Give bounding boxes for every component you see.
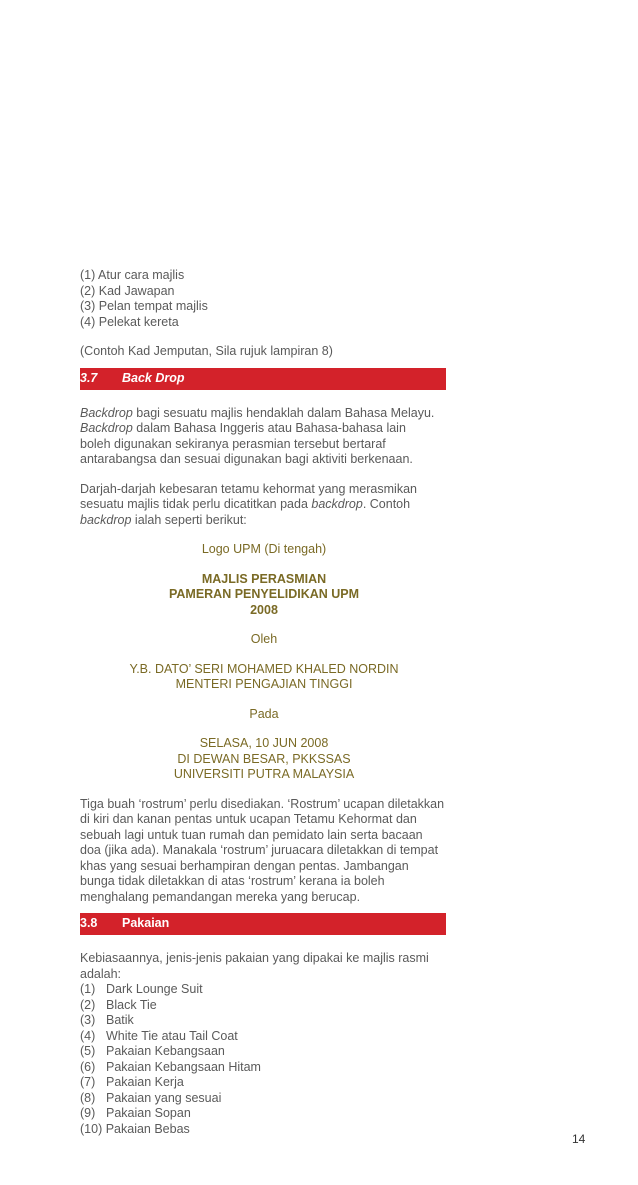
section-number: 3.8 [80,916,98,931]
backdrop-paragraph-2 [80,482,448,529]
list-item: (4) White Tie atau Tail Coat [80,1028,238,1043]
list-item: (1) Atur cara majlis [80,268,185,282]
paragraph-line: adalah: [80,966,122,981]
list-item: (1) Dark Lounge Suit [80,982,203,996]
paragraph-line: backdrop ialah seperti berikut: [80,512,247,527]
attire-intro [80,951,448,982]
paragraph-line: khas yang sesuai berhampiran dengan pentas. Jambangan [80,858,409,873]
section-number: 3.7 [80,370,98,385]
section-title: Back Drop [122,370,185,385]
attire-list [80,982,448,1137]
backdrop-on: Pada [249,706,279,721]
paragraph-line: Tiga buah ‘rostrum’ perlu disediakan. ‘Rostrum’ ucapan diletakkan [80,796,445,811]
paragraph-line: bunga tidak diletakkan di atas ‘rostrum’ kerana ia boleh [80,874,385,888]
paragraph-line: doa (jika ada). Manakala ‘rostrum’ juruacara diletakkan di tempat [80,843,439,857]
list-item: (9) Pakaian Sopan [80,1106,191,1120]
list-item: (3) Batik [80,1013,134,1027]
paragraph-line: sebuah lagi untuk tuan rumah dan pemidato lain serta bacaan [80,827,423,842]
list-item: (2) Black Tie [80,997,157,1012]
list-item: (8) Pakaian yang sesuai [80,1090,222,1105]
section-header-3-7 [80,368,446,390]
backdrop-paragraph-1 [80,406,448,468]
backdrop-event-title: MAJLIS PERASMIAN PAMERAN PENYELIDIKAN UPM 2008 [168,571,360,617]
section-header-3-8 [80,913,446,935]
paragraph-line: Darjah-darjah kebesaran tetamu kehormat yang merasmikan [80,481,417,496]
list-item: (2) Kad Jawapan [80,283,175,298]
list-item: (6) Pakaian Kebangsaan Hitam [80,1059,261,1074]
paragraph-line: boleh digunakan sekiranya perasmian tersebut bertaraf [80,436,386,451]
list-item: (4) Pelekat kereta [80,314,179,329]
backdrop-officiant: Y.B. DATO’ SERI MOHAMED KHALED NORDIN MENTERI PENGAJIAN TINGGI [129,661,399,691]
paragraph-line: antarabangsa dan sesuai digunakan bagi aktiviti berkenaan. [80,452,413,466]
paragraph-line: menghalang pemandangan mereka yang berucap. [80,889,361,904]
backdrop-date-venue: SELASA, 10 JUN 2008 DI DEWAN BESAR, PKKSSAS UNIVERSITI PUTRA MALAYSIA [173,736,355,781]
paragraph-line: Backdrop dalam Bahasa Inggeris atau Bahasa-bahasa lain [80,421,406,435]
list-item: (7) Pakaian Kerja [80,1075,184,1089]
section-title: Pakaian [122,916,170,931]
page-number: 14 [572,1132,586,1146]
paragraph-line: di kiri dan kanan pentas untuk ucapan Tetamu Kehormat dan [80,812,417,826]
backdrop-logo-line: Logo UPM (Di tengah) [201,542,327,556]
backdrop-by: Oleh [250,632,278,646]
attachment-list [80,268,448,330]
paragraph-line: Backdrop bagi sesuatu majlis hendaklah dalam Bahasa Melayu. [80,405,435,420]
list-item: (3) Pelan tempat majlis [80,299,208,313]
reference-note: (Contoh Kad Jemputan, Sila rujuk lampiran 8) [80,344,333,358]
paragraph-line: sesuatu majlis tidak perlu dicatitkan pada backdrop. Contoh [80,497,411,511]
list-item: (5) Pakaian Kebangsaan [80,1044,225,1058]
list-item: (10) Pakaian Bebas [80,1121,190,1136]
rostrum-paragraph [80,797,448,906]
paragraph-line: Kebiasaannya, jenis-jenis pakaian yang dipakai ke majlis rasmi [80,951,429,965]
page-content [80,268,448,1137]
